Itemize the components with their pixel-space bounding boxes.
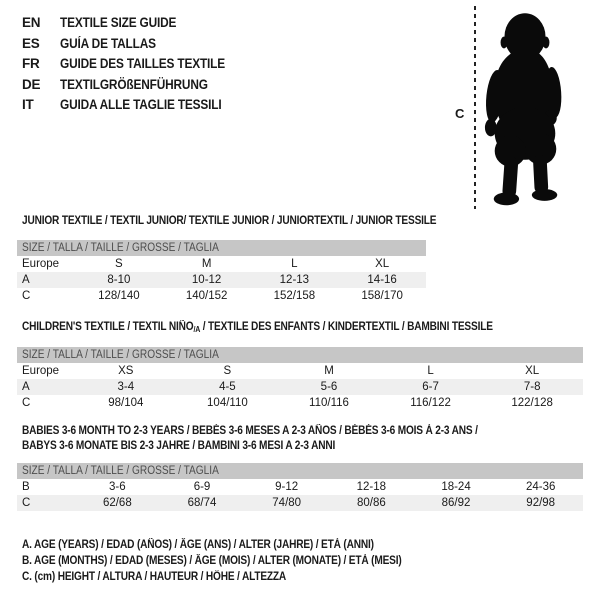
table-cell: M bbox=[201, 258, 212, 270]
table-row bbox=[17, 479, 583, 495]
table-cell: 92/98 bbox=[526, 497, 556, 509]
table-cell: 5-6 bbox=[320, 381, 338, 393]
row-label: B bbox=[22, 481, 30, 493]
table-row bbox=[17, 256, 426, 272]
height-label-c: C bbox=[455, 106, 465, 121]
table-cell: 74/80 bbox=[272, 497, 302, 509]
table-cell: 110/116 bbox=[309, 397, 349, 409]
babies-title-line1: BABIES 3-6 MONTH TO 2-3 YEARS / BEBÉS 3-6 MESES A 2-3 AÑOS / BÉBÉS 3-6 MOIS À 2-3 ANS / bbox=[22, 425, 478, 437]
language-title: GUÍA DE TALLAS bbox=[60, 35, 156, 51]
language-row-fr bbox=[22, 54, 248, 75]
table-cell: 68/74 bbox=[187, 497, 217, 509]
table-cell: S bbox=[115, 258, 123, 270]
table-cell: 14-16 bbox=[367, 274, 397, 286]
table-cell: 12-18 bbox=[356, 481, 387, 493]
table-cell: 122/128 bbox=[511, 397, 553, 409]
table-cell: 140/152 bbox=[185, 290, 228, 302]
language-row-de bbox=[22, 75, 248, 96]
row-label: A bbox=[22, 381, 30, 393]
table-cell: 4-5 bbox=[219, 381, 236, 393]
table-cell: 104/110 bbox=[207, 397, 248, 409]
size-header-bar bbox=[17, 240, 426, 256]
table-row bbox=[17, 495, 583, 511]
table-cell: 80/86 bbox=[356, 497, 386, 509]
junior-section-title: JUNIOR TEXTILE / TEXTIL JUNIOR/ TEXTILE JUNIOR / JUNIORTEXTIL / JUNIOR TESSILE bbox=[22, 215, 437, 227]
language-title: TEXTILGRÖßENFÜHRUNG bbox=[60, 76, 208, 92]
language-title: GUIDE DES TAILLES TEXTILE bbox=[60, 56, 226, 71]
baby-silhouette-icon bbox=[482, 10, 568, 206]
size-header-text: SIZE / TALLA / TAILLE / GRÖSSE / TAGLIA bbox=[22, 242, 219, 254]
table-cell: L bbox=[427, 365, 434, 377]
language-title: GUIDA ALLE TAGLIE TESSILI bbox=[60, 97, 222, 112]
size-header-text: SIZE / TALLA / TAILLE / GRÖSSE / TAGLIA bbox=[22, 465, 219, 477]
table-cell: 6-9 bbox=[193, 481, 211, 493]
table-cell: 8-10 bbox=[107, 274, 131, 286]
table-cell: 158/170 bbox=[361, 290, 403, 302]
table-row bbox=[17, 379, 583, 395]
children-table-rows bbox=[17, 363, 583, 411]
table-cell: 6-7 bbox=[422, 381, 439, 393]
language-code: DE bbox=[22, 76, 41, 92]
language-row-it bbox=[22, 95, 248, 116]
table-cell: 9-12 bbox=[275, 481, 299, 493]
language-title-list bbox=[22, 13, 248, 116]
children-title-pre: CHILDREN'S TEXTILE / TEXTIL NIÑO bbox=[22, 321, 194, 333]
table-cell: XS bbox=[118, 365, 134, 377]
table-cell: 152/158 bbox=[273, 290, 316, 302]
children-section-title bbox=[22, 320, 493, 337]
footnote-height-cm: C. (cm) HEIGHT / ALTURA / HAUTEUR / HÖHE / ALTEZZA bbox=[22, 571, 287, 583]
row-label: C bbox=[22, 497, 31, 509]
table-cell: 128/140 bbox=[98, 290, 140, 302]
footnote-age-years: A. AGE (YEARS) / EDAD (AÑOS) / ÂGE (ANS) / ALTER (JAHRE) / ETÀ (ANNI) bbox=[22, 539, 374, 551]
table-row bbox=[17, 363, 583, 379]
language-row-es bbox=[22, 34, 248, 55]
table-cell: 3-4 bbox=[117, 381, 135, 393]
children-size-table bbox=[17, 347, 583, 411]
children-title-post: / TEXTILE DES ENFANTS / KINDERTEXTIL / BAMBINI TESSILE bbox=[200, 321, 493, 333]
height-measure-dashed-line bbox=[474, 6, 476, 209]
table-cell: 18-24 bbox=[441, 481, 471, 493]
language-code: ES bbox=[22, 35, 40, 51]
table-cell: 62/68 bbox=[102, 497, 132, 509]
row-label: A bbox=[22, 274, 30, 286]
language-row-en bbox=[22, 13, 248, 34]
children-title-subscript: /A bbox=[193, 325, 201, 334]
row-label: C bbox=[22, 290, 31, 302]
table-cell: S bbox=[223, 365, 232, 377]
table-row bbox=[17, 395, 583, 411]
table-cell: 12-13 bbox=[279, 274, 310, 286]
junior-size-table bbox=[17, 240, 426, 304]
size-header-bar bbox=[17, 347, 583, 363]
babies-table-rows bbox=[17, 479, 583, 511]
table-row bbox=[17, 288, 426, 304]
size-header-bar bbox=[17, 463, 583, 479]
language-code: IT bbox=[22, 97, 34, 112]
row-label: Europe bbox=[22, 258, 60, 270]
row-label: Europe bbox=[22, 365, 60, 377]
babies-section-title bbox=[22, 424, 540, 454]
junior-table-rows bbox=[17, 256, 426, 304]
table-cell: 98/104 bbox=[108, 397, 144, 409]
table-cell: 116/122 bbox=[410, 397, 451, 409]
table-cell: 7-8 bbox=[523, 381, 541, 393]
babies-title-line2: BABYS 3-6 MONATE BIS 2-3 JAHRE / BAMBINI 3-6 MESI A 2-3 ANNI bbox=[22, 440, 336, 452]
table-cell: 3-6 bbox=[109, 481, 126, 493]
table-cell: M bbox=[324, 365, 334, 377]
table-cell: L bbox=[291, 258, 298, 270]
footnote-age-months: B. AGE (MONTHS) / EDAD (MESES) / ÂGE (MOIS) / ALTER (MONATE) / ETÀ (MESI) bbox=[22, 555, 402, 567]
table-cell: XL bbox=[525, 365, 540, 377]
size-header-text: SIZE / TALLA / TAILLE / GRÖSSE / TAGLIA bbox=[22, 349, 219, 361]
table-cell: 86/92 bbox=[441, 497, 471, 509]
babies-size-table bbox=[17, 463, 583, 511]
language-code: EN bbox=[22, 15, 41, 30]
table-cell: 10-12 bbox=[191, 274, 222, 286]
language-title: TEXTILE SIZE GUIDE bbox=[60, 15, 177, 30]
table-cell: XL bbox=[375, 258, 390, 270]
row-label: C bbox=[22, 397, 31, 409]
table-row bbox=[17, 272, 426, 288]
language-code: FR bbox=[22, 56, 40, 71]
table-cell: 24-36 bbox=[525, 481, 556, 493]
